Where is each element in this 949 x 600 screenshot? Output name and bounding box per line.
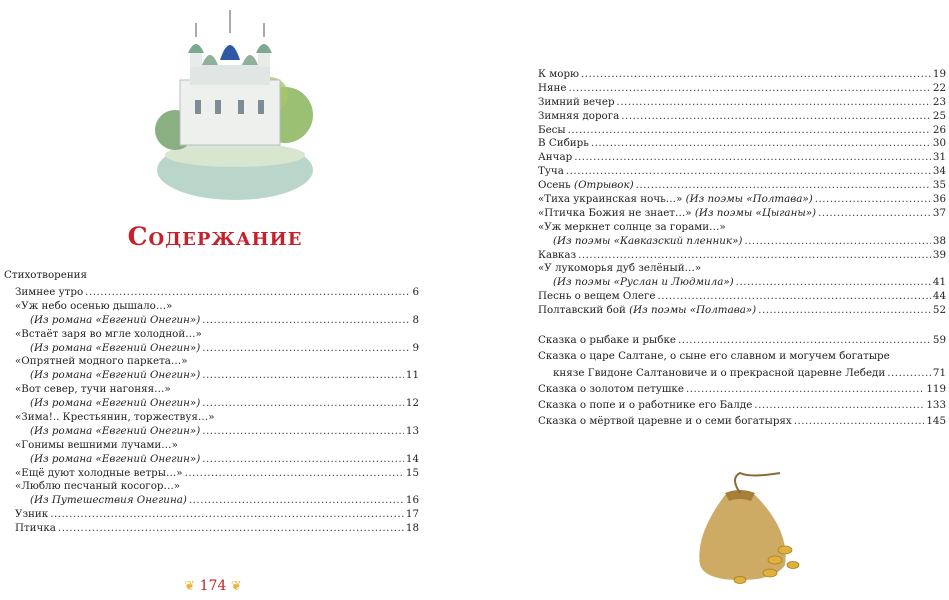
toc-entry	[538, 399, 946, 413]
toc-entry	[15, 439, 419, 453]
entry-text: Зимнее утро	[15, 286, 84, 298]
entry-page: 44	[932, 290, 946, 303]
toc-entry	[15, 480, 419, 494]
entry-title	[538, 96, 615, 110]
toc-entry	[15, 369, 419, 383]
entry-text: В Сибирь	[538, 137, 589, 150]
toc-list-right	[538, 68, 946, 318]
contents-title: Содержание	[127, 222, 303, 251]
dot-leader	[202, 342, 410, 356]
entry-source: (Из поэмы «Полтава»)	[629, 304, 757, 317]
toc-entry	[538, 137, 946, 151]
entry-page: 9	[412, 341, 419, 354]
entry-text: Анчар	[538, 151, 573, 164]
dot-leader	[58, 522, 404, 536]
toc-list-left	[15, 286, 419, 536]
entry-text: «Ещё дуют холодные ветры…»	[15, 466, 183, 479]
dot-leader	[574, 151, 931, 165]
entry-text: К морю	[538, 68, 580, 80]
entry-title	[15, 383, 171, 397]
entry-text: «У лукоморья дуб зелёный…»	[538, 262, 702, 275]
toc-entry	[538, 110, 946, 124]
toc-entry	[15, 425, 419, 439]
ornament-left-icon: ❦	[184, 579, 196, 594]
entry-title	[30, 397, 200, 411]
toc-entry	[538, 82, 946, 96]
entry-source: (Из поэмы «Кавказский пленник»)	[553, 234, 743, 247]
entry-title	[553, 367, 885, 381]
entry-title	[538, 334, 676, 348]
dot-leader	[185, 467, 404, 481]
entry-title	[538, 193, 813, 207]
dot-leader	[754, 399, 924, 413]
dot-leader	[887, 367, 931, 381]
entry-text: «Уж меркнет солнце за горами…»	[538, 220, 726, 233]
entry-page: 31	[932, 151, 946, 164]
dot-leader	[591, 137, 931, 151]
entry-page: 13	[405, 424, 419, 437]
entry-page: 12	[405, 397, 419, 410]
toc-entry	[538, 235, 946, 249]
entry-title	[538, 290, 655, 304]
entry-title	[30, 453, 200, 467]
money-bag-illustration	[685, 465, 810, 590]
toc-entry	[15, 467, 419, 481]
dot-leader	[568, 124, 931, 138]
dot-leader	[818, 207, 931, 221]
entry-page: 133	[926, 399, 946, 412]
entry-title	[15, 286, 83, 300]
dot-leader	[657, 290, 930, 304]
entry-text: «Опрятней модного паркета…»	[15, 355, 188, 368]
dot-leader	[617, 96, 931, 110]
entry-title	[15, 508, 48, 522]
entry-page: 17	[405, 508, 419, 521]
entry-title	[15, 300, 172, 314]
entry-title	[538, 151, 572, 165]
dot-leader	[581, 68, 931, 82]
page-number-footer	[168, 578, 258, 594]
toc-entry	[15, 286, 419, 300]
entry-title	[538, 221, 726, 235]
entry-text: Сказка о попе и о работнике его Балде	[538, 399, 753, 412]
entry-title	[553, 235, 742, 249]
toc-entry	[15, 383, 419, 397]
toc-entry	[15, 328, 419, 342]
entry-text: Сказка о рыбаке и рыбке	[538, 334, 676, 346]
toc-entry	[15, 355, 419, 369]
entry-title	[15, 522, 56, 536]
entry-page: 23	[932, 95, 946, 108]
dot-leader	[189, 494, 404, 508]
entry-title	[15, 467, 183, 481]
entry-page: 119	[926, 382, 946, 395]
entry-text: «Тиха украинская ночь…»	[538, 193, 686, 206]
entry-title	[30, 369, 200, 383]
toc-entry	[538, 165, 946, 179]
ornament-right-icon: ❦	[230, 579, 242, 594]
entry-title	[30, 494, 187, 508]
entry-page: 59	[932, 334, 946, 346]
entry-title	[30, 314, 200, 328]
toc-entry	[538, 350, 946, 364]
entry-title	[538, 399, 752, 413]
entry-text: Сказка о золотом петушке	[538, 382, 684, 395]
church-illustration	[150, 5, 320, 205]
entry-page: 22	[932, 81, 946, 94]
toc-list-tales	[538, 334, 946, 432]
entry-title	[553, 276, 734, 290]
entry-title	[538, 249, 576, 263]
entry-text: Сказка о царе Салтане, о сыне его славном и могучем богатыре	[538, 350, 890, 363]
entry-page: 30	[932, 137, 946, 150]
entry-source: (Из романа «Евгений Онегин»)	[30, 452, 201, 465]
entry-text: Песнь о вещем Олеге	[538, 290, 656, 303]
dot-leader	[202, 369, 404, 383]
toc-entry	[538, 124, 946, 138]
entry-page: 41	[932, 276, 946, 289]
toc-entry	[538, 221, 946, 235]
dot-leader	[736, 276, 931, 290]
entry-page: 6	[412, 286, 419, 298]
dot-leader	[794, 415, 925, 429]
entry-text: Туча	[538, 165, 564, 178]
toc-entry	[538, 207, 946, 221]
entry-title	[538, 165, 564, 179]
entry-page: 14	[405, 452, 419, 465]
toc-entry	[538, 249, 946, 263]
page-number: 174	[199, 578, 227, 594]
entry-title	[30, 425, 200, 439]
entry-page: 35	[932, 179, 946, 192]
dot-leader	[202, 425, 404, 439]
dot-leader	[815, 193, 931, 207]
entry-text: князе Гвидоне Салтановиче и о прекрасной царевне Лебеди	[553, 366, 886, 379]
toc-entry	[538, 68, 946, 82]
toc-entry	[15, 508, 419, 522]
dot-leader	[566, 165, 931, 179]
entry-source: (Из поэмы «Цыганы»)	[694, 206, 817, 219]
entry-title	[30, 342, 200, 356]
entry-title	[538, 110, 619, 124]
entry-title	[15, 411, 215, 425]
toc-entry	[15, 411, 419, 425]
dot-leader	[578, 249, 931, 263]
toc-entry	[538, 304, 946, 318]
entry-text: «Вот север, тучи нагоняя…»	[15, 383, 171, 396]
entry-text: Зимняя дорога	[538, 109, 620, 122]
toc-entry	[15, 314, 419, 328]
entry-page: 71	[932, 366, 946, 379]
entry-text: «Гонимы вешними лучами…»	[15, 438, 178, 451]
entry-page: 145	[926, 415, 946, 428]
entry-source: (Из романа «Евгений Онегин»)	[30, 313, 201, 326]
entry-title	[538, 124, 566, 138]
toc-entry	[15, 522, 419, 536]
toc-entry	[538, 193, 946, 207]
dot-leader	[758, 304, 931, 318]
entry-text: Зимний вечер	[538, 95, 615, 108]
entry-source: (Из романа «Евгений Онегин»)	[30, 369, 201, 382]
toc-entry	[15, 453, 419, 467]
entry-page: 39	[932, 248, 946, 261]
entry-page: 26	[932, 123, 946, 136]
toc-entry	[538, 334, 946, 348]
toc-entry	[538, 367, 946, 381]
toc-entry	[538, 96, 946, 110]
entry-text: Осень	[538, 179, 575, 192]
entry-page: 37	[932, 206, 946, 219]
dot-leader	[202, 453, 404, 467]
dot-leader	[686, 383, 924, 397]
entry-text: «Зима!.. Крестьянин, торжествуя…»	[15, 411, 215, 424]
entry-title	[538, 207, 816, 221]
entry-page: 19	[932, 68, 946, 80]
dot-leader	[621, 110, 931, 124]
dot-leader	[568, 82, 930, 96]
entry-text: Узник	[15, 508, 49, 521]
entry-title	[15, 328, 202, 342]
entry-page: 11	[405, 369, 419, 382]
dot-leader	[202, 397, 404, 411]
entry-page: 8	[412, 313, 419, 326]
dot-leader	[50, 508, 404, 522]
entry-source: (Из романа «Евгений Онегин»)	[30, 397, 201, 410]
entry-source: (Из романа «Евгений Онегин»)	[30, 424, 201, 437]
toc-entry	[15, 300, 419, 314]
section-heading: Стихотворения	[4, 269, 88, 281]
toc-entry	[15, 342, 419, 356]
entry-page: 34	[932, 165, 946, 178]
entry-text: Няне	[538, 81, 567, 94]
entry-title	[538, 68, 579, 82]
entry-page: 18	[405, 522, 419, 535]
toc-entry	[538, 276, 946, 290]
toc-entry	[538, 290, 946, 304]
entry-text: «Встаёт заря во мгле холодной…»	[15, 327, 202, 340]
entry-page: 52	[932, 304, 946, 317]
toc-entry	[538, 415, 946, 429]
entry-text: «Птичка Божия не знает…»	[538, 206, 695, 219]
entry-text: Полтавский бой	[538, 304, 630, 317]
toc-entry	[538, 179, 946, 193]
entry-page: 15	[405, 466, 419, 479]
entry-page: 38	[932, 234, 946, 247]
entry-text: Сказка о мёртвой царевне и о семи богатырях	[538, 415, 792, 428]
dot-leader	[85, 286, 410, 300]
toc-entry	[538, 151, 946, 165]
entry-text: «Люблю песчаный косогор…»	[15, 480, 181, 493]
dot-leader	[202, 314, 410, 328]
entry-title	[538, 383, 684, 397]
dot-leader	[636, 179, 931, 193]
toc-entry	[15, 397, 419, 411]
entry-page: 25	[932, 109, 946, 122]
entry-text: Бесы	[538, 123, 566, 136]
entry-source: (Из Путешествия Онегина)	[30, 494, 187, 507]
dot-leader	[678, 334, 931, 348]
toc-entry	[538, 383, 946, 397]
entry-text: «Уж небо осенью дышало…»	[15, 299, 173, 312]
toc-entry	[15, 494, 419, 508]
entry-title	[15, 439, 178, 453]
entry-text: Птичка	[15, 522, 56, 535]
entry-page: 16	[405, 494, 419, 507]
entry-source: (Из поэмы «Полтава»)	[685, 193, 813, 206]
entry-text: Кавказ	[538, 248, 577, 261]
entry-title	[15, 355, 188, 369]
entry-page: 36	[932, 193, 946, 206]
entry-title	[538, 82, 566, 96]
entry-title	[538, 304, 756, 318]
entry-title	[538, 415, 792, 429]
entry-source: (Из романа «Евгений Онегин»)	[30, 341, 201, 354]
entry-source: (Отрывок)	[574, 179, 634, 192]
toc-entry	[538, 262, 946, 276]
entry-title	[538, 262, 701, 276]
entry-title	[15, 480, 180, 494]
entry-title	[538, 137, 589, 151]
entry-title	[538, 179, 634, 193]
entry-title	[538, 350, 890, 364]
dot-leader	[744, 235, 931, 249]
entry-source: (Из поэмы «Руслан и Людмила»)	[553, 276, 734, 289]
